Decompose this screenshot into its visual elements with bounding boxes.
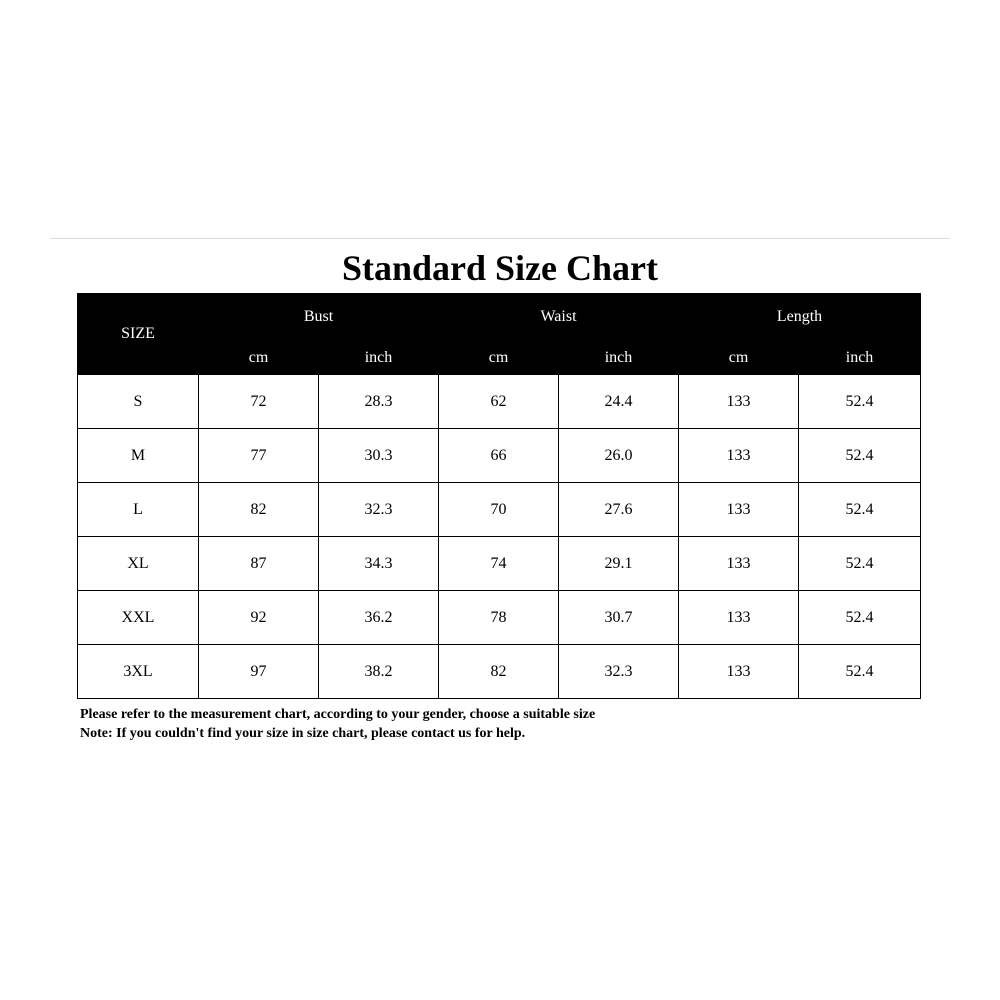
table-cell: 92 — [199, 591, 319, 645]
length-group-header: Length — [679, 294, 921, 341]
table-cell: 52.4 — [799, 429, 921, 483]
size-chart-table — [77, 293, 921, 699]
unit-header: cm — [439, 341, 559, 375]
table-cell: 72 — [199, 375, 319, 429]
unit-header: inch — [559, 341, 679, 375]
size-column-header: SIZE — [78, 294, 199, 375]
table-cell: 52.4 — [799, 483, 921, 537]
table-cell: 66 — [439, 429, 559, 483]
table-cell: 24.4 — [559, 375, 679, 429]
table-cell: 133 — [679, 483, 799, 537]
table-cell: 30.7 — [559, 591, 679, 645]
table-cell: 32.3 — [319, 483, 439, 537]
size-cell: XXL — [78, 591, 199, 645]
table-cell: 52.4 — [799, 591, 921, 645]
table-cell: 30.3 — [319, 429, 439, 483]
table-cell: 87 — [199, 537, 319, 591]
table-row — [78, 645, 921, 699]
table-cell: 133 — [679, 537, 799, 591]
bust-group-header: Bust — [199, 294, 439, 341]
unit-header: inch — [319, 341, 439, 375]
table-cell: 133 — [679, 375, 799, 429]
measurement-note: Please refer to the measurement chart, according to your gender, choose a suitable size — [80, 707, 596, 722]
table-cell: 52.4 — [799, 537, 921, 591]
table-cell: 133 — [679, 591, 799, 645]
page-title: Standard Size Chart — [341, 248, 659, 288]
table-cell: 70 — [439, 483, 559, 537]
contact-note: Note: If you couldn't find your size in size chart, please contact us for help. — [80, 726, 526, 741]
table-cell: 97 — [199, 645, 319, 699]
unit-header: inch — [799, 341, 921, 375]
table-cell: 26.0 — [559, 429, 679, 483]
table-cell: 52.4 — [799, 645, 921, 699]
table-row — [78, 591, 921, 645]
notes-block — [80, 705, 595, 743]
table-row — [78, 537, 921, 591]
table-cell: 34.3 — [319, 537, 439, 591]
table-row — [78, 483, 921, 537]
table-row — [78, 375, 921, 429]
table-cell: 38.2 — [319, 645, 439, 699]
table-cell: 28.3 — [319, 375, 439, 429]
table-cell: 27.6 — [559, 483, 679, 537]
table-row — [78, 429, 921, 483]
table-cell: 29.1 — [559, 537, 679, 591]
table-cell: 36.2 — [319, 591, 439, 645]
size-cell: 3XL — [78, 645, 199, 699]
size-cell: L — [78, 483, 199, 537]
table-cell: 78 — [439, 591, 559, 645]
top-divider — [50, 238, 950, 239]
table-cell: 82 — [439, 645, 559, 699]
table-cell: 82 — [199, 483, 319, 537]
unit-header: cm — [679, 341, 799, 375]
table-cell: 77 — [199, 429, 319, 483]
size-cell: XL — [78, 537, 199, 591]
table-cell: 62 — [439, 375, 559, 429]
unit-header: cm — [199, 341, 319, 375]
table-cell: 133 — [679, 645, 799, 699]
size-cell: M — [78, 429, 199, 483]
size-cell: S — [78, 375, 199, 429]
table-cell: 74 — [439, 537, 559, 591]
table-cell: 32.3 — [559, 645, 679, 699]
table-cell: 52.4 — [799, 375, 921, 429]
waist-group-header: Waist — [439, 294, 679, 341]
table-cell: 133 — [679, 429, 799, 483]
